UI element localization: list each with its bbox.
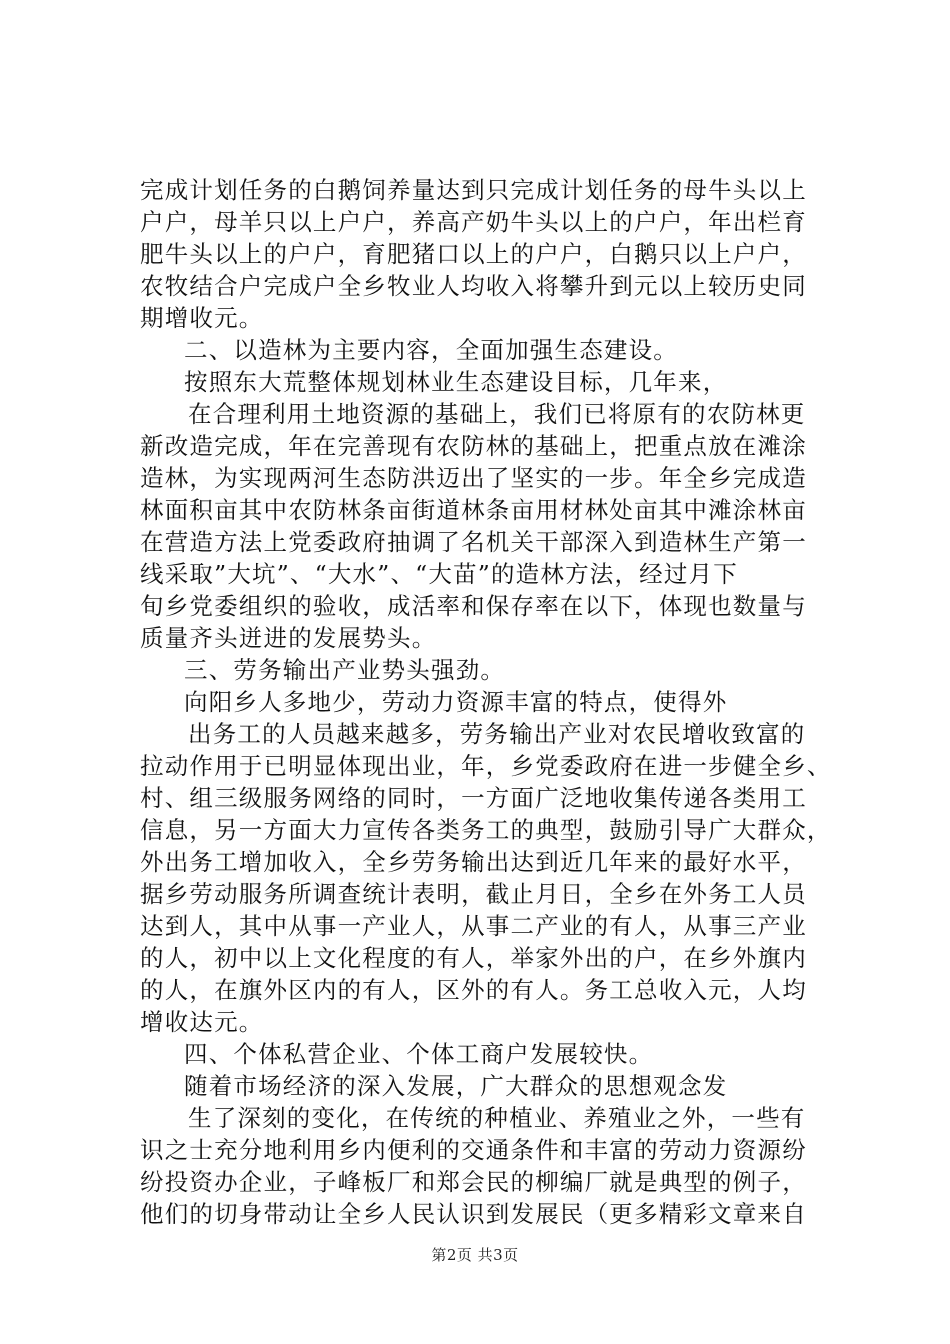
text-line: 据乡劳动服务所调查统计表明，截止月日，全乡在外务工人员 — [140, 880, 807, 908]
text-line: 达到人，其中从事一产业人，从事二产业的有人，从事三产业 — [140, 912, 807, 940]
text-line: 旬乡党委组织的验收，成活率和保存率在以下，体现也数量与 — [140, 592, 807, 620]
text-line: 出务工的人员越来越多，劳务输出产业对农民增收致富的 — [188, 720, 806, 748]
body-text — [140, 174, 840, 1230]
section-heading: 四、个体私营企业、个体工商户发展较快。 — [184, 1040, 654, 1068]
text-line: 按照东大荒整体规划林业生态建设目标，几年来， — [184, 368, 728, 396]
text-line: 增收达元。 — [140, 1008, 264, 1036]
text-line: 肥牛头以上的户户，育肥猪口以上的户户，白鹅只以上户户， — [140, 240, 807, 268]
text-line: 造林，为实现两河生态防洪迈出了坚实的一步。年全乡完成造 — [140, 464, 807, 492]
text-line: 在营造方法上党委政府抽调了名机关干部深入到造林生产第一 — [140, 528, 807, 556]
text-line: 户户，母羊只以上户户，养高产奶牛头以上的户户，年出栏育 — [140, 208, 807, 236]
text-line: 信息，另一方面大力宣传各类务工的典型，鼓励引导广大群众， — [140, 816, 832, 844]
text-line: 期增收元。 — [140, 304, 264, 332]
text-line: 线采取”大坑”、“大水”、“大苗”的造林方法，经过月下 — [140, 560, 738, 588]
text-line: 识之士充分地利用乡内便利的交通条件和丰富的劳动力资源纷 — [140, 1136, 807, 1164]
text-line: 新改造完成，年在完善现有农防林的基础上，把重点放在滩涂 — [140, 432, 807, 460]
section-heading: 三、劳务输出产业势头强劲。 — [184, 656, 506, 684]
text-line: 农牧结合户完成户全乡牧业人均收入将攀升到元以上较历史同 — [140, 272, 807, 300]
text-line: 向阳乡人多地少，劳动力资源丰富的特点，使得外 — [184, 688, 728, 716]
text-line: 的人，初中以上文化程度的有人，举家外出的户，在乡外旗内 — [140, 944, 807, 972]
text-line: 林面积亩其中农防林条亩街道林条亩用材林处亩其中滩涂林亩 — [140, 496, 807, 524]
text-line: 生了深刻的变化，在传统的种植业、养殖业之外，一些有 — [188, 1104, 806, 1132]
text-line: 在合理利用土地资源的基础上，我们已将原有的农防林更 — [188, 400, 806, 428]
section-heading: 二、以造林为主要内容，全面加强生态建设。 — [184, 336, 678, 364]
text-line: 他们的切身带动让全乡人民认识到发展民（更多精彩文章来自 — [140, 1200, 807, 1228]
text-line: 纷投资办企业，子峰板厂和郑会民的柳编厂就是典型的例子， — [140, 1168, 807, 1196]
text-line: 村、组三级服务网络的同时，一方面广泛地收集传递各类用工 — [140, 784, 807, 812]
text-line: 随着市场经济的深入发展，广大群众的思想观念发 — [184, 1072, 728, 1100]
text-line: 的人，在旗外区内的有人，区外的有人。务工总收入元，人均 — [140, 976, 807, 1004]
text-line: 拉动作用于已明显体现出业，年，乡党委政府在进一步健全乡、 — [140, 752, 832, 780]
page-footer: 第2页 共3页 — [431, 1246, 519, 1264]
text-line: 外出务工增加收入，全乡劳务输出达到近几年来的最好水平， — [140, 848, 807, 876]
text-line: 质量齐头迸进的发展势头。 — [140, 624, 437, 652]
text-line: 完成计划任务的白鹅饲养量达到只完成计划任务的母牛头以上 — [140, 176, 807, 204]
